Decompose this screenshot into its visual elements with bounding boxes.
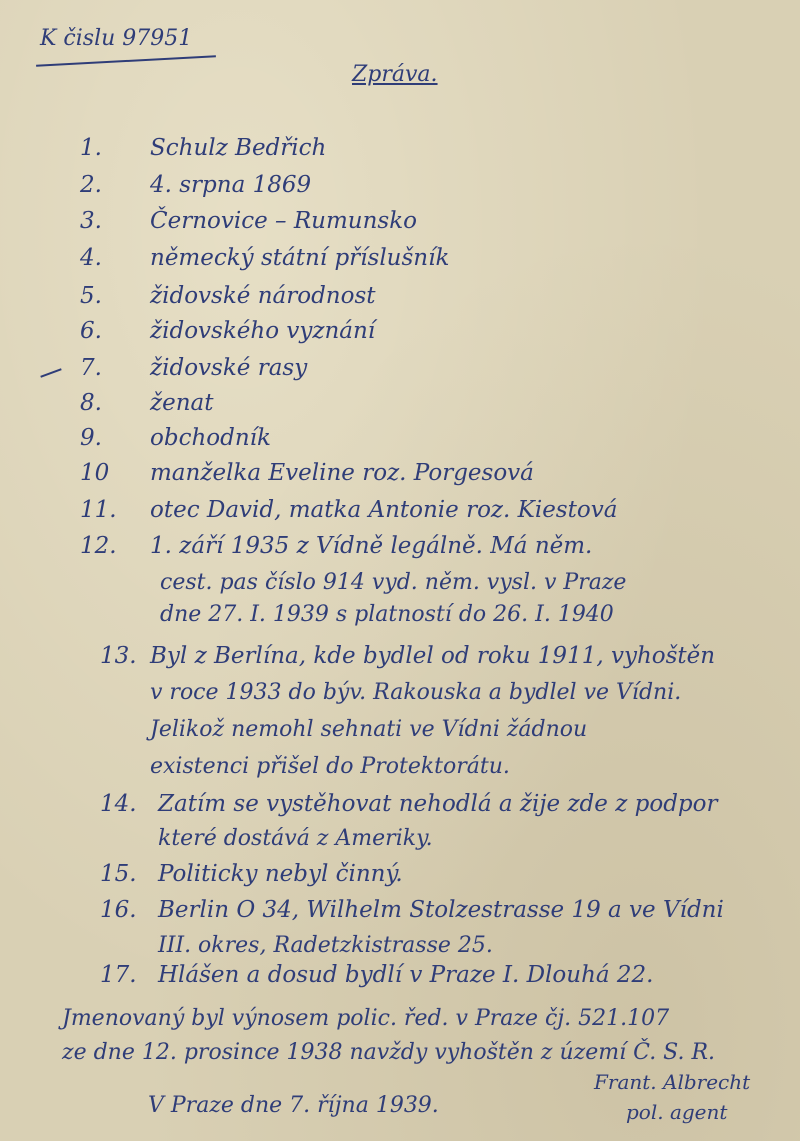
item-text: Berlin O 34, Wilhelm Stolzestrasse 19 a ve Vídni (158, 897, 724, 923)
reference-underline (36, 55, 216, 66)
item-number: 16. (100, 897, 137, 923)
place-and-date: V Praze dne 7. října 1939. (148, 1093, 439, 1118)
item-number: 10 (80, 460, 110, 486)
margin-dash-mark (40, 368, 61, 377)
page-title: Zpráva. (352, 62, 438, 87)
item-14-continuation-1: které dostává z Ameriky. (158, 826, 433, 851)
item-number: 12. (80, 533, 117, 559)
item-text: obchodník (150, 425, 271, 451)
item-text: Politicky nebyl činný. (158, 861, 403, 887)
item-text: 1. září 1935 z Vídně legálně. Má něm. (150, 533, 593, 559)
item-number: 14. (100, 791, 137, 817)
item-number: 5. (80, 283, 102, 309)
item-number: 11. (80, 497, 117, 523)
item-number: 3. (80, 208, 102, 234)
item-text: otec David, matka Antonie roz. Kiestová (150, 497, 618, 523)
item-13-continuation-2: Jelikož nemohl sehnati ve Vídni žádnou (150, 717, 588, 742)
item-text: manželka Eveline roz. Porgesová (150, 460, 534, 486)
item-number: 13. (100, 643, 137, 669)
item-number: 7. (80, 355, 102, 381)
item-12-continuation-1: cest. pas číslo 914 vyd. něm. vysl. v Praze (160, 570, 627, 595)
item-number: 15. (100, 861, 137, 887)
item-text: Zatím se vystěhovat nehodlá a žije zde z podpor (158, 791, 718, 817)
item-text: Schulz Bedřich (150, 135, 327, 161)
item-text: Byl z Berlína, kde bydlel od roku 1911, vyhoštěn (150, 643, 716, 669)
item-text: židovského vyznání (150, 318, 376, 344)
item-text: Hlášen a dosud bydlí v Praze I. Dlouhá 22. (158, 962, 654, 988)
item-13-continuation-1: v roce 1933 do býv. Rakouska a bydlel ve Vídni. (150, 680, 682, 705)
item-text: Černovice – Rumunsko (150, 208, 417, 234)
reference-number: K čislu 97951 (40, 26, 193, 51)
item-text: 4. srpna 1869 (150, 172, 312, 198)
item-number: 9. (80, 425, 102, 451)
item-text: židovské národnost (150, 283, 376, 309)
footer-note-line-2: ze dne 12. prosince 1938 navždy vyhoštěn z území Č. S. R. (62, 1040, 716, 1065)
item-text: ženat (150, 390, 214, 416)
item-12-continuation-2: dne 27. I. 1939 s platností do 26. I. 1940 (160, 602, 614, 627)
item-13-continuation-3: existenci přišel do Protektorátu. (150, 754, 510, 779)
item-number: 1. (80, 135, 102, 161)
signature: Frant. Albrecht (594, 1070, 751, 1094)
item-text: německý státní příslušník (150, 245, 450, 271)
item-number: 2. (80, 172, 102, 198)
footer-note-line-1: Jmenovaný byl výnosem polic. řed. v Praze čj. 521.107 (62, 1006, 670, 1031)
item-text: židovské rasy (150, 355, 308, 381)
item-number: 4. (80, 245, 102, 271)
item-16-continuation-1: III. okres, Radetzkistrasse 25. (158, 933, 493, 958)
item-number: 17. (100, 962, 137, 988)
item-number: 6. (80, 318, 102, 344)
signatory-role: pol. agent (626, 1100, 728, 1124)
item-number: 8. (80, 390, 102, 416)
